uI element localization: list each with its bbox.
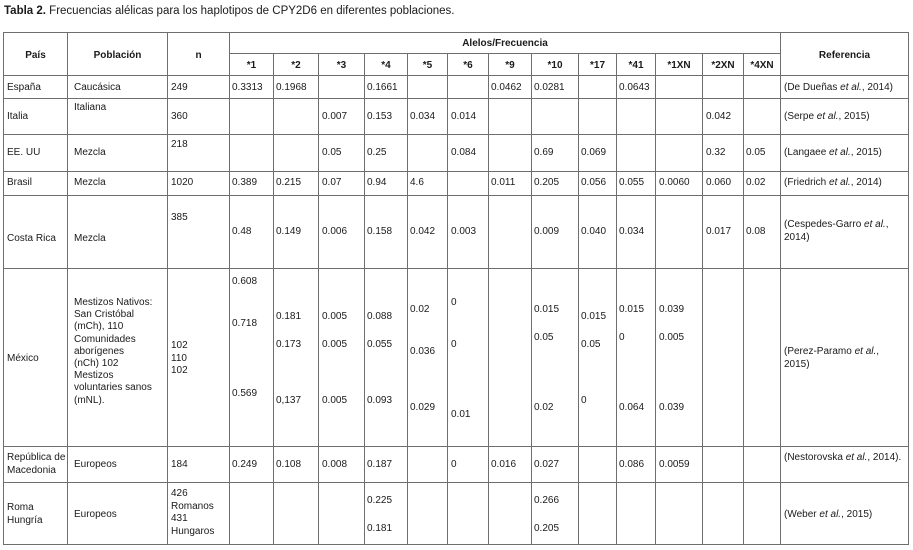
cell-pais: EE. UU: [7, 147, 41, 158]
cell-a6: 0: [451, 459, 457, 470]
cell-a2: 0.181: [276, 311, 302, 322]
cell-ref: (Cespedes-Garro et al., 2014): [784, 219, 889, 243]
cell-a2: 0,137: [276, 395, 302, 406]
cell-a4: 0.153: [367, 111, 393, 122]
cell-a6: 0.084: [451, 147, 477, 158]
cell-a17: 0: [581, 395, 587, 406]
cell-a2: 0.149: [276, 226, 302, 237]
cell-a6: 0: [451, 297, 457, 308]
cell-a1: 0.569: [232, 388, 258, 399]
header-allele: *41: [628, 60, 644, 71]
cell-a10: 0.05: [534, 332, 554, 343]
cell-a2xn: 0.32: [706, 147, 726, 158]
cell-a17: 0.015: [581, 311, 607, 322]
cell-a1: 0.48: [232, 226, 252, 237]
cell-a4: 0.225: [367, 495, 393, 506]
cell-a41: 0.055: [619, 177, 645, 188]
cell-a10: 0.205: [534, 177, 560, 188]
cell-a5: 0.042: [410, 226, 436, 237]
cell-pais: República de Macedonia: [7, 452, 66, 476]
cell-a1xn: 0.0060: [659, 177, 690, 188]
cell-a2: 0.1968: [276, 82, 307, 93]
header-allele: *4: [381, 60, 391, 71]
cell-a6: 0: [451, 339, 457, 350]
header-allele: *5: [422, 60, 433, 71]
cell-pais: España: [7, 82, 41, 93]
header-n: n: [195, 50, 202, 61]
header-allele: *1XN: [667, 60, 691, 71]
cell-a10: 0.009: [534, 226, 560, 237]
header-allele: *3: [336, 60, 347, 71]
cell-ref: (Perez-Paramo et al., 2015): [784, 346, 880, 370]
cell-a2xn: 0.060: [706, 177, 732, 188]
cell-a1xn: 0.039: [659, 402, 685, 413]
cell-a1: 0.718: [232, 318, 258, 329]
cell-a6: 0.01: [451, 409, 471, 420]
cell-pais: Costa Rica: [7, 233, 56, 244]
cell-n: 1020: [171, 177, 194, 188]
cell-a5: 0.036: [410, 346, 436, 357]
caption-text: Frecuencias alélicas para los haplotipos de CPY2D6 en diferentes poblaciones.: [49, 5, 455, 17]
cell-a1xn: 0.005: [659, 332, 685, 343]
cell-a17: 0.056: [581, 177, 607, 188]
header-allele: *1: [246, 60, 257, 71]
cell-poblacion: Mezcla: [74, 233, 106, 244]
cell-pais: Brasil: [7, 177, 33, 188]
cell-a3: 0.007: [322, 111, 348, 122]
header-alelos: Alelos/Frecuencia: [462, 38, 548, 49]
cell-poblacion: Italiana: [74, 102, 107, 113]
cell-a4: 0.181: [367, 523, 393, 534]
cell-a4: 0.093: [367, 395, 393, 406]
cell-a10: 0.205: [534, 523, 560, 534]
cell-a1xn: 0.0059: [659, 459, 690, 470]
cell-pais: Roma Hungría: [7, 502, 43, 526]
cell-poblacion: Mezcla: [74, 147, 106, 158]
cell-a1: 0.608: [232, 276, 258, 287]
cell-a4: 0.055: [367, 339, 393, 350]
cell-a1: 0.389: [232, 177, 258, 188]
cell-poblacion: Europeos: [74, 459, 117, 470]
cell-a3: 0.005: [322, 339, 348, 350]
cell-a41: 0: [619, 332, 625, 343]
cell-n: 360: [171, 111, 188, 122]
cell-a3: 0.05: [322, 147, 342, 158]
header-allele: *17: [589, 60, 605, 71]
cell-a41: 0.086: [619, 459, 645, 470]
cell-a4: 0.25: [367, 147, 387, 158]
caption-label: Tabla 2.: [4, 5, 46, 17]
cell-poblacion: Europeos: [74, 509, 117, 520]
cell-a3: 0.005: [322, 395, 348, 406]
cell-ref: (Langaee et al., 2015): [784, 147, 882, 158]
cell-a4xn: 0.05: [746, 147, 766, 158]
cell-a10: 0.0281: [534, 82, 565, 93]
cell-a2xn: 0.017: [706, 226, 732, 237]
cell-a17: 0.05: [581, 339, 601, 350]
header-allele: *6: [463, 60, 473, 71]
cell-a5: 0.029: [410, 402, 436, 413]
cell-a1: 0.249: [232, 459, 258, 470]
cell-a3: 0.008: [322, 459, 348, 470]
cell-a4: 0.1661: [367, 82, 398, 93]
cell-poblacion: Mestizos Nativos: San Cristóbal (mCh), 110 Comunidades aborígenes (nCh) 102 Mestizos voluntaries sanos (mNL).: [74, 297, 153, 406]
cell-a2: 0.215: [276, 177, 302, 188]
cell-pais: México: [7, 353, 39, 364]
cell-a41: 0.015: [619, 304, 645, 315]
cell-a10: 0.69: [534, 147, 554, 158]
cell-a9: 0.0462: [491, 82, 522, 93]
cell-a10: 0.015: [534, 304, 560, 315]
cell-a4xn: 0.08: [746, 226, 766, 237]
header-allele: *2XN: [711, 60, 735, 71]
cell-a5: 4.6: [410, 177, 424, 188]
cell-a6: 0.003: [451, 226, 477, 237]
cell-a10: 0.027: [534, 459, 560, 470]
cell-ref: (De Dueñas et al., 2014): [784, 82, 893, 93]
header-pais: País: [25, 50, 46, 61]
cell-a6: 0.014: [451, 111, 477, 122]
cell-a3: 0.006: [322, 226, 348, 237]
cell-a17: 0.069: [581, 147, 607, 158]
cell-a5: 0.034: [410, 111, 436, 122]
cell-a5: 0.02: [410, 304, 430, 315]
cell-a41: 0.0643: [619, 82, 650, 93]
cell-ref: (Friedrich et al., 2014): [784, 177, 882, 188]
cell-a4: 0.158: [367, 226, 393, 237]
cell-a3: 0.07: [322, 177, 342, 188]
cell-a4: 0.94: [367, 177, 387, 188]
cell-n: 184: [171, 459, 188, 470]
cell-a10: 0.02: [534, 402, 554, 413]
header-allele: *2: [291, 60, 301, 71]
cell-ref: (Serpe et al., 2015): [784, 111, 870, 122]
cell-a2xn: 0.042: [706, 111, 732, 122]
cell-n: 218: [171, 139, 188, 150]
cell-a4: 0.187: [367, 459, 393, 470]
cell-ref: (Weber et al., 2015): [784, 509, 873, 520]
cell-n: 102 110 102: [171, 340, 188, 376]
header-referencia: Referencia: [818, 50, 871, 61]
header-poblacion: Población: [93, 50, 142, 61]
cell-a17: 0.040: [581, 226, 607, 237]
header-allele: *10: [547, 60, 563, 71]
cell-poblacion: Caucásica: [74, 82, 121, 93]
cell-ref: (Nestorovska et al., 2014).: [784, 452, 902, 463]
cell-a41: 0.034: [619, 226, 645, 237]
cell-a3: 0.005: [322, 311, 348, 322]
cell-a10: 0.266: [534, 495, 560, 506]
cell-a4xn: 0.02: [746, 177, 766, 188]
cell-a4: 0.088: [367, 311, 393, 322]
cell-a2: 0.173: [276, 339, 302, 350]
cell-a1xn: 0.039: [659, 304, 685, 315]
cell-a1: 0.3313: [232, 82, 263, 93]
cell-n: 385: [171, 212, 188, 223]
cell-poblacion: Mezcla: [74, 177, 106, 188]
cell-n: 249: [171, 82, 188, 93]
cell-a41: 0.064: [619, 402, 645, 413]
header-allele: *4XN: [750, 60, 774, 71]
cell-a9: 0.011: [491, 177, 516, 188]
cell-a2: 0.108: [276, 459, 302, 470]
header-allele: *9: [505, 60, 515, 71]
cell-a9: 0.016: [491, 459, 517, 470]
cell-pais: Italia: [7, 111, 29, 122]
cell-n: 426 Romanos 431 Hungaros: [171, 488, 215, 537]
